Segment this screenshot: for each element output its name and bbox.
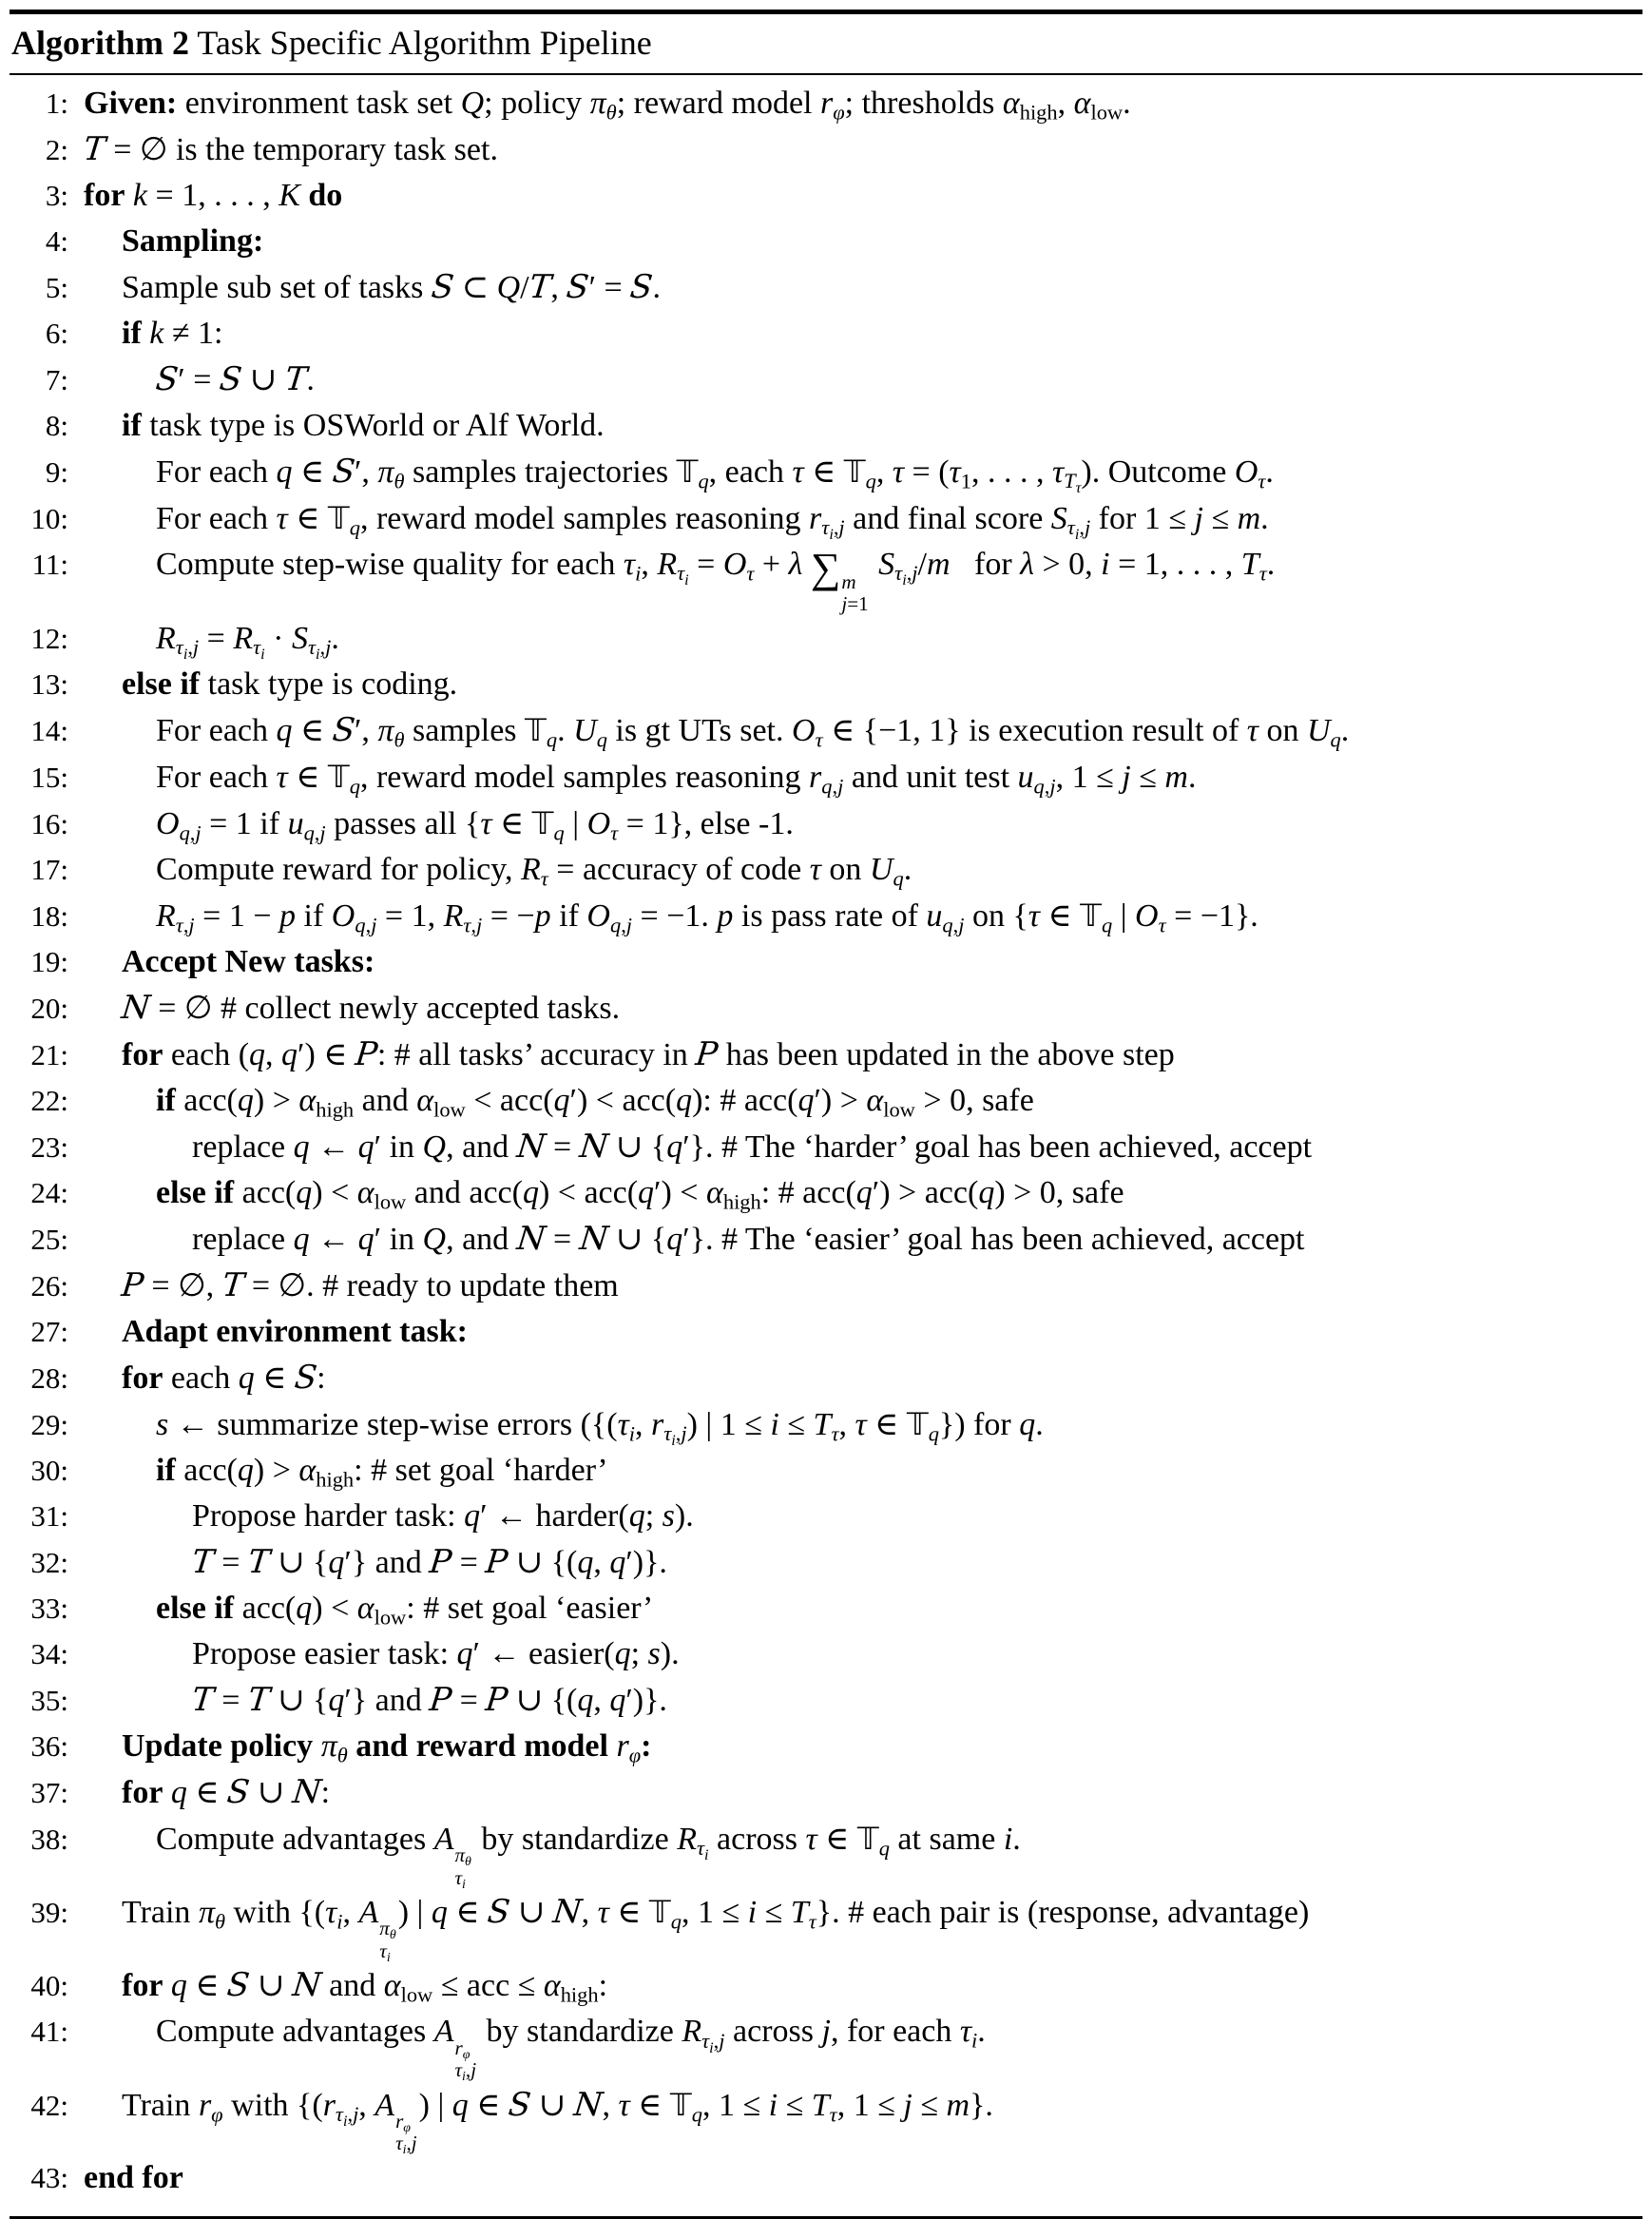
algorithm-line (10, 1769, 1642, 1816)
line-content: P = ∅, T = ∅. # ready to update them (119, 1265, 619, 1304)
algorithm-line (10, 311, 1642, 357)
algorithm-line (10, 985, 1642, 1032)
algorithm-line (10, 893, 1642, 939)
line-number: 40: (30, 1969, 68, 2003)
line-number: 19: (30, 944, 68, 978)
line-content: For each τ ∈ 𝕋$_q$, reward model samples reasoning $r_{\tau_i,j}$ and final score $S_{\tau_i,j}$ for 1 ≤ j ≤ m. (156, 500, 1269, 544)
algorithm-line (10, 495, 1642, 542)
line-number: 43: (30, 2160, 68, 2194)
line-content: replace q ← q′ in Q, and N = N ∪ {q′}. # The ‘harder’ goal has been achieved, accept (192, 1127, 1313, 1166)
algorithm-line (10, 1494, 1642, 1539)
line-number: 34: (30, 1636, 68, 1670)
line-number: 6: (45, 317, 68, 350)
line-content: Adapt environment task: (122, 1313, 468, 1349)
line-content: For each q ∈ S′, $\pi_\theta$ samples 𝕋$_q$. $U_q$ is gt UTs set. $O_\tau$ ∈ {−1, 1} is execution result of τ on $U_q$. (156, 710, 1350, 752)
algorithm-line (10, 616, 1642, 662)
line-number: 22: (30, 1083, 68, 1117)
line-number: 30: (30, 1453, 68, 1487)
algorithm-line (10, 1816, 1642, 1892)
line-number: 42: (30, 2088, 68, 2122)
line-number: 33: (30, 1591, 68, 1625)
algorithm-line (10, 1263, 1642, 1309)
algorithm-line (10, 126, 1642, 173)
line-number: 7: (45, 363, 68, 396)
algorithm-line (10, 173, 1642, 219)
line-content: Propose harder task: q′ ← harder(q; s). (192, 1497, 694, 1534)
line-number: 13: (30, 666, 68, 701)
algorithm-line (10, 1355, 1642, 1401)
algorithm-line (10, 662, 1642, 707)
line-number: 36: (30, 1728, 68, 1763)
line-number: 31: (30, 1498, 68, 1533)
line-number: 27: (30, 1314, 68, 1348)
line-number: 17: (30, 852, 68, 886)
line-content: T = T ∪ {q′} and P = P ∪ {(q, q′)}. (189, 1680, 667, 1719)
line-number: 38: (30, 1822, 68, 1856)
algorithm-line (10, 1724, 1642, 1769)
line-content: $R_{\tau,j} = 1 - p$ if $O_{q,j} = 1$, $R_{\tau,j} = -p$ if $O_{q,j} = -1$. p is pass rate of $u_{q,j}$ on {τ ∈ 𝕋$_q$ | $O_\tau = -1$}. (156, 897, 1258, 937)
line-number: 39: (30, 1896, 68, 1930)
line-content: else if $acc(q) < \alpha_{low}$: # set goal ‘easier’ (156, 1590, 654, 1630)
algorithm-line (10, 939, 1642, 985)
line-content: if $acc(q) > \alpha_{high}$ and $\alpha_{low} < acc(q') < acc(q)$: # $acc(q') > \alpha_{low} > 0$, safe (156, 1082, 1034, 1122)
line-content: Train $r_\varphi$ with {($r_{\tau_i,j}$, A $r_\varphi$ $\tau_i,j$ ) | q ∈ S ∪ N, τ ∈ 𝕋$_q$, $1 \le i \le T_\tau$, 1 ≤ j ≤ m}. (122, 2085, 993, 2158)
line-content: Compute advantages A $\pi_\theta$ $\tau_i$ by standardize $R_{\tau_i}$ across τ ∈ 𝕋$_q$ at same i. (156, 1820, 1021, 1892)
line-number: 20: (30, 991, 68, 1025)
line-content: Sampling: (122, 223, 264, 259)
line-content: end for (84, 2159, 183, 2195)
algorithm-line (10, 449, 1642, 495)
line-number: 32: (30, 1545, 68, 1579)
line-number: 2: (45, 133, 68, 166)
line-content: Compute reward for policy, $R_\tau$ = accuracy of code τ on $U_q$. (156, 851, 912, 891)
line-content: For each τ ∈ 𝕋$_q$, reward model samples reasoning $r_{q,j}$ and unit test $u_{q,j}$, 1 ≤ j ≤ m. (156, 758, 1197, 799)
line-number: 23: (30, 1129, 68, 1164)
algorithm-line (10, 264, 1642, 311)
line-number: 3: (45, 179, 68, 212)
algorithm-line (10, 2009, 1642, 2084)
line-number: 16: (30, 806, 68, 840)
line-number: 11: (31, 548, 68, 581)
algorithm-line (10, 1448, 1642, 1494)
line-number: 15: (30, 760, 68, 794)
algorithm-line (10, 1631, 1642, 1677)
line-content: for each (q, q′) ∈ P: # all tasks’ accuracy in P has been updated in the above step (122, 1034, 1175, 1073)
line-content: Compute advantages A $r_\varphi$ $\tau_i,j$ by standardize $R_{\tau_i,j}$ across j, for each $\tau_i$. (156, 2014, 986, 2084)
algorithm-line (10, 1124, 1642, 1170)
algorithm-line (10, 1889, 1642, 1965)
line-number: 29: (30, 1407, 68, 1441)
algorithm-label: Algorithm 2 (11, 24, 189, 62)
line-content: for q ∈ S ∪ N: (122, 1772, 331, 1811)
algorithm-line (10, 1032, 1642, 1078)
line-content: Compute step-wise quality for each $\tau_i$, $R_{\tau_i} = O_\tau + \lambda$ ∑ m j=1 $S_{\tau_i,j}/m$ for λ > 0, i = 1, . . . , $T_\tau$. (156, 544, 1276, 616)
algorithm-line (10, 754, 1642, 801)
line-number: 4: (45, 224, 68, 258)
line-number: 28: (30, 1360, 68, 1395)
line-number: 8: (45, 409, 68, 442)
line-content: else if task type is coding. (122, 666, 458, 702)
line-number: 12: (30, 621, 68, 655)
algorithm-line (10, 2155, 1642, 2201)
line-content: Train $\pi_\theta$ with {($\tau_i$, A $\pi_\theta$ $\tau_i$ ) | q ∈ S ∪ N, τ ∈ 𝕋$_q$, $1 \le i \le T_\tau$}. # each pair is (response, advantage) (122, 1893, 1310, 1965)
line-content: Sample sub set of tasks S ⊂ Q/T, S′ = S. (122, 268, 662, 306)
line-content: S′ = S ∪ T. (153, 360, 315, 398)
line-content: For each q ∈ S′, $\pi_\theta$ samples trajectories 𝕋$_q$, each τ ∈ 𝕋$_q$, $\tau = (\tau_1$, . . . , $\tau_{T_\tau}$). Outcome $O_\tau$. (156, 453, 1274, 497)
algorithm-line (10, 1586, 1642, 1631)
line-content: Given: environment task set Q; policy $\pi_\theta$; reward model $r_\varphi$; thresholds $\alpha_{high}$, $\alpha_{low}$. (84, 86, 1131, 125)
line-number: 1: (45, 87, 68, 120)
algorithm-header (10, 14, 1642, 73)
line-content: $O_{q,j} = 1$ if $u_{q,j}$ passes all {τ ∈ 𝕋$_q$ | $O_\tau = 1$}, else -1. (156, 804, 794, 845)
line-number: 21: (30, 1037, 68, 1071)
algorithm-line (10, 403, 1642, 449)
line-content: Accept New tasks: (122, 943, 375, 979)
line-number: 18: (30, 898, 68, 933)
line-number: 37: (30, 1775, 68, 1809)
algorithm-line (10, 847, 1642, 893)
algorithm-line (10, 1962, 1642, 2009)
line-content: for q ∈ S ∪ N and $\alpha_{low}$ ≤ acc ≤ $\alpha_{high}$: (122, 1966, 608, 2007)
line-number: 26: (30, 1268, 68, 1302)
line-content: T = T ∪ {q′} and P = P ∪ {(q, q′)}. (189, 1542, 667, 1581)
line-number: 14: (30, 713, 68, 747)
line-content: $R_{\tau_i,j} = R_{\tau_i} \cdot S_{\tau_i,j}$. (156, 620, 339, 664)
algorithm-line (10, 707, 1642, 754)
line-content: for each q ∈ S: (122, 1358, 326, 1397)
bottom-rule (10, 2216, 1642, 2219)
line-content: if $acc(q) > \alpha_{high}$: # set goal ‘harder’ (156, 1452, 608, 1492)
algorithm-line (10, 542, 1642, 616)
line-number: 24: (30, 1175, 68, 1209)
line-content: N = ∅ # collect newly accepted tasks. (119, 988, 621, 1027)
algorithm-title: Task Specific Algorithm Pipeline (197, 24, 652, 62)
algorithm-line (10, 1078, 1642, 1124)
algorithm-line (10, 1677, 1642, 1724)
algorithm-line (10, 1216, 1642, 1263)
algorithm-line (10, 2082, 1642, 2158)
line-content: Propose easier task: q′ ← easier(q; s). (192, 1635, 680, 1671)
algorithm-line (10, 1170, 1642, 1216)
line-number: 25: (30, 1222, 68, 1256)
line-number: 10: (30, 502, 68, 535)
algorithm-line (10, 81, 1642, 126)
algorithm-line (10, 1401, 1642, 1448)
line-content: replace q ← q′ in Q, and N = N ∪ {q′}. # The ‘easier’ goal has been achieved, accept (192, 1219, 1305, 1258)
line-number: 5: (45, 271, 68, 304)
algorithm-line (10, 357, 1642, 403)
line-content: Update policy $\pi_\theta$ and reward model $r_\varphi$: (122, 1727, 652, 1767)
line-content: if task type is OSWorld or Alf World. (122, 408, 605, 443)
algorithm-line (10, 1309, 1642, 1355)
line-content: s ← summarize step-wise errors ({($\tau_i$, $r_{\tau_i,j}$) | $1 \le i \le T_\tau$, τ ∈ 𝕋$_q$}) for q. (156, 1405, 1044, 1450)
algorithm-body (10, 75, 1642, 2201)
algorithm-line (10, 1539, 1642, 1586)
algorithm-line (10, 219, 1642, 264)
line-number: 41: (30, 2015, 68, 2049)
line-content: for k = 1, . . . , K do (84, 178, 343, 213)
line-content: else if $acc(q) < \alpha_{low}$ and $acc(q) < acc(q') < \alpha_{high}$: # acc(q′) > acc(q) > 0, safe (156, 1174, 1124, 1214)
line-content: T = ∅ is the temporary task set. (81, 130, 498, 168)
line-number: 35: (30, 1683, 68, 1717)
line-number: 9: (45, 455, 68, 489)
algorithm-line (10, 801, 1642, 847)
line-content: if k ≠ 1: (122, 316, 223, 351)
